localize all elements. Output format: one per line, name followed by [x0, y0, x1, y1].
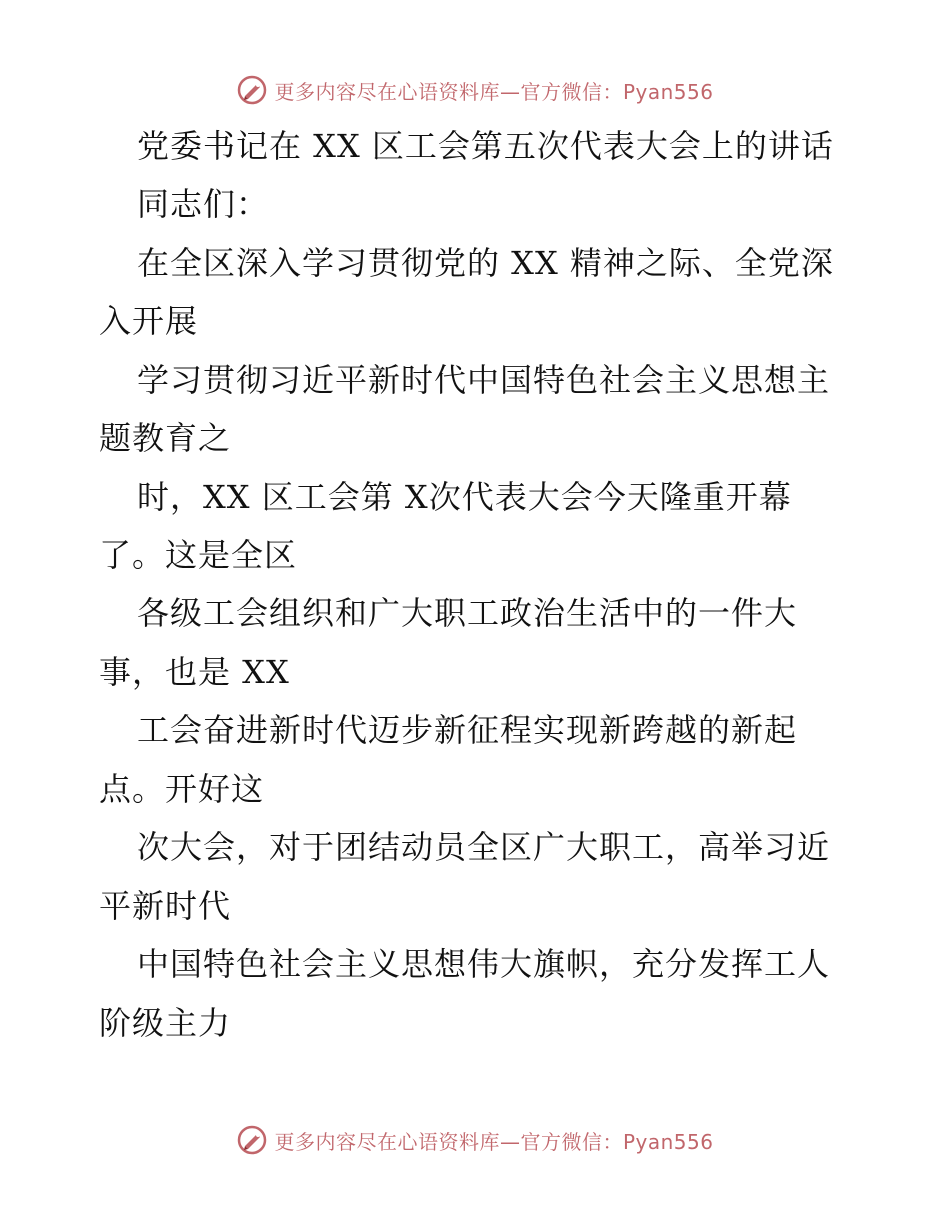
paragraph-line: 中国特色社会主义思想伟大旗帜，充分发挥工人	[137, 945, 831, 983]
paragraph-line: 题教育之	[99, 419, 232, 457]
footer-banner-text: 更多内容尽在心语资料库—官方微信：Pyan556	[274, 1129, 714, 1154]
paragraph-line: 平新时代	[99, 887, 232, 925]
paragraph-line: 点。开好这	[99, 770, 265, 808]
paragraph-line: 事，也是 XX	[99, 653, 290, 691]
paragraph-line: 了。这是全区	[99, 536, 298, 574]
footer-watermark-banner	[0, 1120, 950, 1160]
pen-logo-icon	[236, 1124, 268, 1156]
paragraph-line: 入开展	[99, 302, 199, 340]
paragraph-line: 工会奋进新时代迈步新征程实现新跨越的新起	[137, 711, 798, 749]
header-banner-text: 更多内容尽在心语资料库—官方微信：Pyan556	[274, 79, 714, 104]
document-title: 党委书记在 XX 区工会第五次代表大会上的讲话	[137, 127, 834, 165]
paragraph-line: 各级工会组织和广大职工政治生活中的一件大	[137, 594, 798, 632]
paragraph-line: 次大会，对于团结动员全区广大职工，高举习近	[137, 828, 831, 866]
salutation: 同志们：	[137, 185, 270, 223]
footer-banner-inner	[236, 1124, 713, 1156]
paragraph-line: 在全区深入学习贯彻党的 XX 精神之际、全党深	[137, 244, 834, 282]
paragraph-line: 阶级主力	[99, 1004, 232, 1042]
paragraph-line: 时，XX 区工会第 X次代表大会今天隆重开幕	[137, 478, 792, 516]
paragraph-line: 学习贯彻习近平新时代中国特色社会主义思想主	[137, 361, 831, 399]
